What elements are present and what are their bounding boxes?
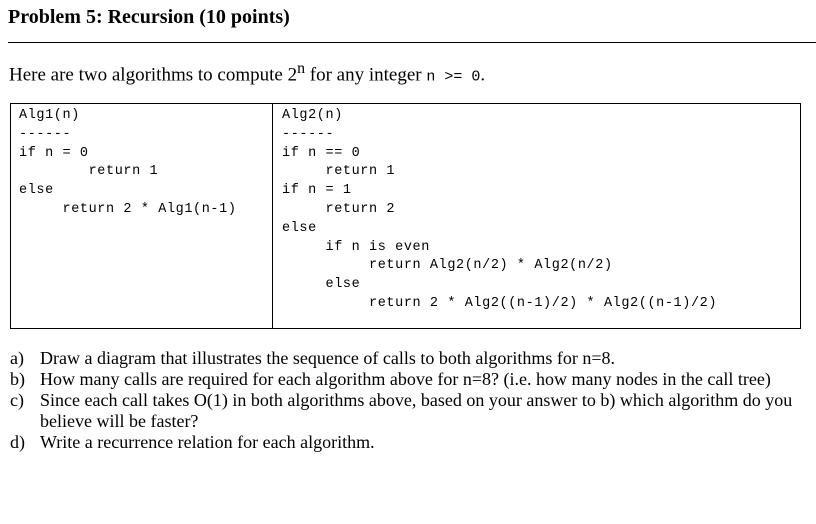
title-divider	[8, 42, 816, 43]
question-letter: b)	[10, 369, 25, 389]
intro-superscript: n	[297, 60, 306, 77]
question-d	[10, 432, 800, 453]
question-c	[10, 390, 800, 432]
question-a	[10, 348, 800, 369]
question-text: Since each call takes O(1) in both algorithms above, based on your answer to b) which algorithm do you believe will be faster?	[40, 390, 793, 431]
alg2-code: Alg2(n) ------ if n == 0 return 1 if n = 1 return 2 else if n is even return Alg2(n/2) * Alg2(n/2) else return 2 * Alg2((n-1)/2) * Alg2((n-1)/2)	[282, 108, 718, 311]
question-letter: d)	[10, 432, 25, 452]
question-text: Write a recurrence relation for each algorithm.	[40, 432, 375, 452]
intro-text-before: Here are two algorithms to compute 2	[9, 64, 298, 86]
intro-text	[9, 60, 485, 86]
question-letter: a)	[10, 348, 24, 368]
question-letter: c)	[10, 390, 24, 410]
algorithm-table	[10, 103, 801, 329]
question-b	[10, 369, 800, 390]
alg1-code: Alg1(n) ------ if n = 0 return 1 else return 2 * Alg1(n-1)	[19, 108, 237, 217]
question-text: How many calls are required for each algorithm above for n=8? (i.e. how many nodes in the call tree)	[40, 369, 771, 389]
column-divider	[272, 104, 273, 328]
intro-text-after: .	[480, 64, 486, 86]
intro-text-middle: for any integer	[305, 64, 427, 86]
problem-title: Problem 5: Recursion (10 points)	[8, 6, 290, 28]
question-text: Draw a diagram that illustrates the sequence of calls to both algorithms for n=8.	[40, 348, 615, 368]
question-list	[10, 348, 800, 453]
intro-code: n >= 0	[426, 68, 481, 86]
